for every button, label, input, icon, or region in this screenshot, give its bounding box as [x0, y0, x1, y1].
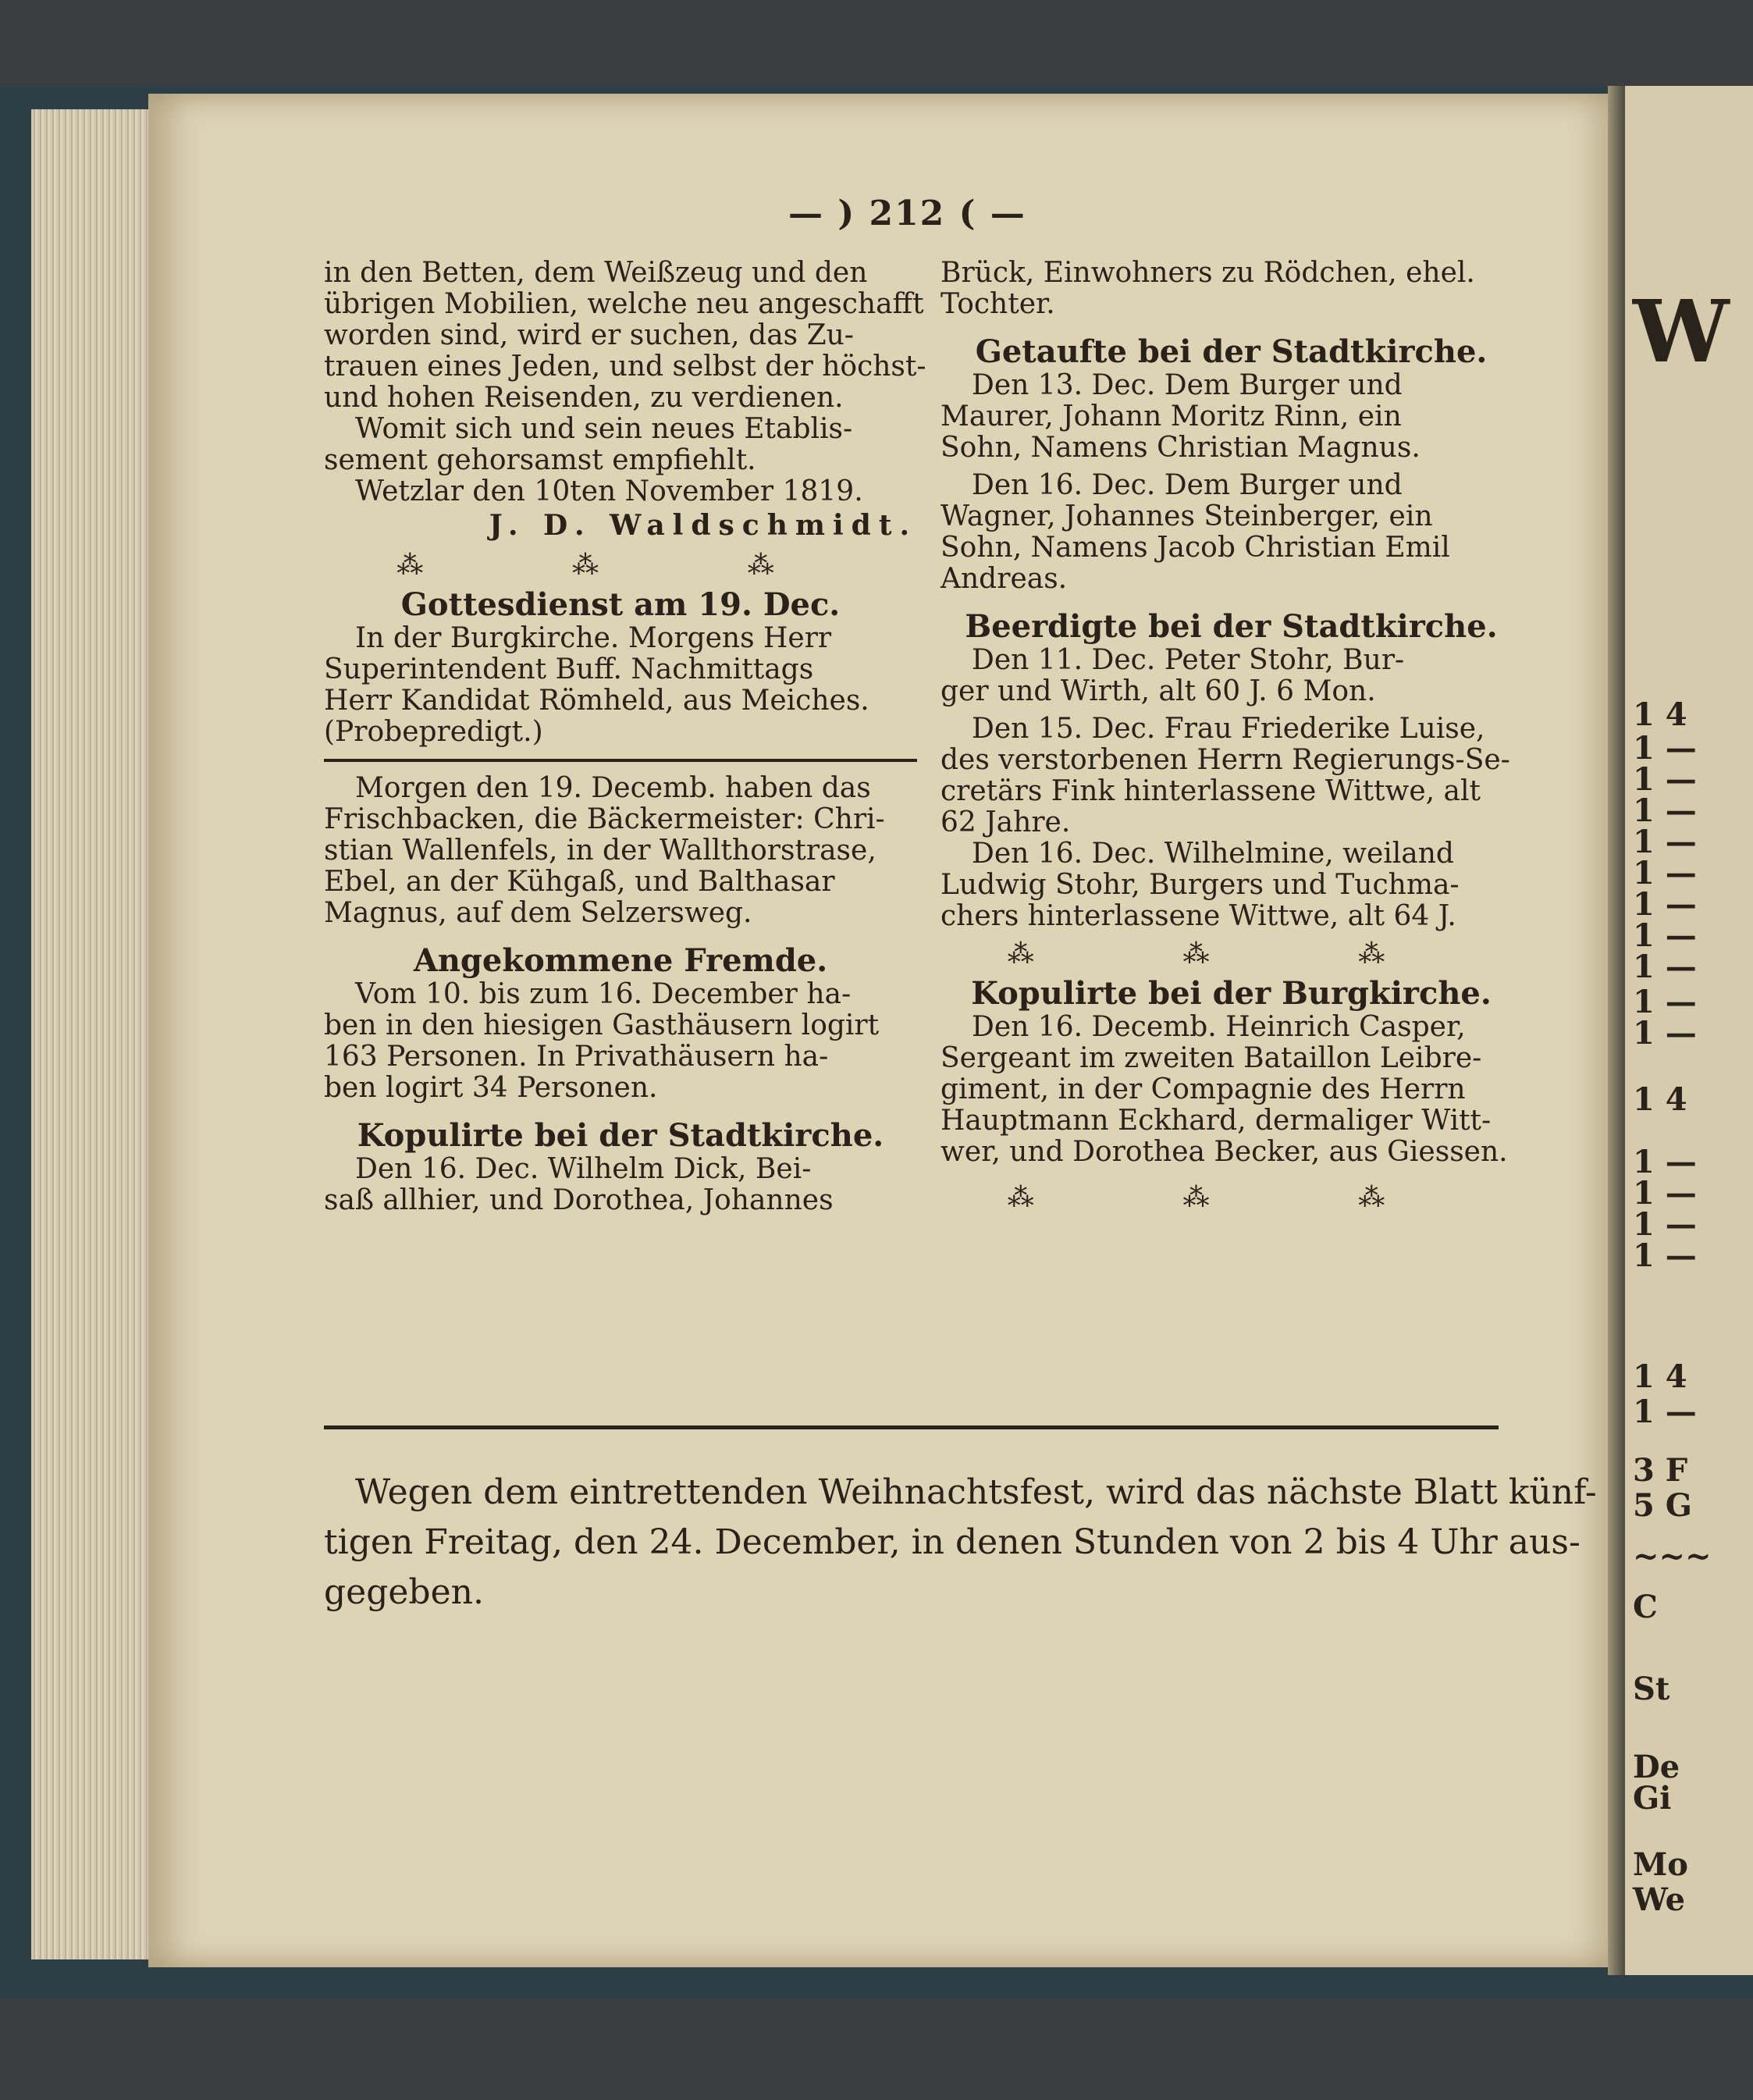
married-line: Den 16. Dec. Wilhelm Dick, Bei- — [355, 1153, 812, 1185]
page-stack-edge — [31, 109, 148, 1959]
bottom-rule — [324, 1426, 1499, 1429]
baptized-line: Sohn, Namens Jacob Christian Emil — [941, 532, 1450, 564]
buried-line: Den 15. Dec. Frau Friederike Luise, — [972, 713, 1485, 745]
baptized-line: Andreas. — [941, 563, 1068, 595]
service-line: In der Burgkirche. Morgens Herr — [355, 622, 832, 654]
bakers-line: stian Wallenfels, in der Wallthorstrase, — [324, 835, 876, 867]
holiday-notice — [324, 1468, 1597, 1618]
bakers-line: Ebel, an der Kühgaß, und Balthasar — [324, 866, 835, 898]
next-page-fragment: 1 — — [1633, 1237, 1697, 1274]
strangers-line: Vom 10. bis zum 16. December ha- — [355, 978, 852, 1010]
strangers-line: ben in den hiesigen Gasthäusern logirt — [324, 1009, 880, 1041]
announcement-line: worden sind, wird er suchen, das Zu- — [324, 319, 854, 351]
next-page-fragment: C — [1633, 1589, 1658, 1625]
ornament: ⁂ ⁂ ⁂ — [1007, 1182, 1456, 1213]
service-line: Superintendent Buff. Nachmittags — [324, 653, 814, 685]
castle-married-heading: Kopulirte bei der Burgkirche. — [971, 975, 1492, 1012]
announcement-date: Wetzlar den 10ten November 1819. — [355, 475, 863, 507]
announcement-line: trauen eines Jeden, und selbst der höchst- — [324, 351, 926, 383]
bakers-line: Frischbacken, die Bäckermeister: Chri- — [324, 803, 885, 835]
castle-married-line: Den 16. Decemb. Heinrich Casper, — [972, 1011, 1466, 1043]
continuation-line: Brück, Einwohners zu Rödchen, ehel. — [941, 257, 1475, 289]
next-page-fragment: Gi — [1633, 1780, 1672, 1817]
next-page-fragment: 1 — — [1633, 917, 1697, 954]
desk-surface — [0, 1999, 1753, 2100]
next-page-fragment: W — [1633, 281, 1730, 382]
buried-line: cretärs Fink hinterlassene Wittwe, alt — [941, 775, 1481, 807]
left-column — [324, 257, 926, 1216]
next-page-fragment: ~~~ — [1633, 1538, 1712, 1575]
buried-line: des verstorbenen Herrn Regierungs-Se- — [941, 744, 1510, 776]
married-line: saß allhier, und Dorothea, Johannes — [324, 1184, 834, 1216]
next-page-fragment: 1 — — [1633, 730, 1697, 767]
buried-heading: Beerdigte bei der Stadtkirche. — [965, 608, 1498, 645]
bakers-line: Morgen den 19. Decemb. haben das — [355, 772, 871, 804]
baptized-line: Maurer, Johann Moritz Rinn, ein — [941, 400, 1402, 432]
ornament: ⁂ ⁂ ⁂ — [396, 550, 844, 581]
next-page-fragment: 1 — — [1633, 855, 1697, 892]
next-page-fragment: 1 — — [1633, 1015, 1697, 1052]
baptized-line: Sohn, Namens Christian Magnus. — [941, 432, 1421, 464]
next-page-fragment: 1 — — [1633, 792, 1697, 829]
next-page-fragment: St — [1633, 1671, 1670, 1707]
buried-line: Den 11. Dec. Peter Stohr, Bur- — [972, 644, 1405, 676]
next-page-fragment: 1 4 — [1633, 1358, 1687, 1395]
baptized-line: Den 13. Dec. Dem Burger und — [972, 369, 1403, 401]
announcement-line: sement gehorsamst empfiehlt. — [324, 444, 756, 476]
service-line: Herr Kandidat Römheld, aus Meiches. — [324, 685, 869, 717]
page-number: — ) 212 ( — — [788, 194, 1026, 233]
announcement-line: übrigen Mobilien, welche neu angeschafft — [324, 288, 924, 320]
announcement-line: und hohen Reisenden, zu verdienen. — [324, 382, 844, 414]
next-page-fragment: 1 — — [1633, 1175, 1697, 1212]
next-page-fragment: 1 — — [1633, 761, 1697, 798]
section-rule — [324, 759, 917, 762]
continuation-line: Tochter. — [941, 288, 1055, 320]
notice-line: Wegen dem eintrettenden Weihnachtsfest, wird das nächste Blatt künf- — [355, 1472, 1597, 1512]
announcement-line: in den Betten, dem Weißzeug und den — [324, 257, 868, 289]
baptized-line: Den 16. Dec. Dem Burger und — [972, 469, 1403, 501]
next-page-fragment: Mo — [1633, 1846, 1688, 1883]
buried-line: ger und Wirth, alt 60 J. 6 Mon. — [941, 675, 1376, 707]
next-page-edge — [1625, 86, 1753, 1975]
buried-line: chers hinterlassene Wittwe, alt 64 J. — [941, 900, 1456, 932]
strangers-heading: Angekommene Fremde. — [413, 942, 828, 979]
service-heading: Gottesdienst am 19. Dec. — [400, 586, 841, 623]
buried-line: Ludwig Stohr, Burgers und Tuchma- — [941, 869, 1460, 901]
baptized-heading: Getaufte bei der Stadtkirche. — [975, 333, 1488, 370]
next-page-fragment: 1 — — [1633, 984, 1697, 1020]
service-line: (Probepredigt.) — [324, 716, 543, 748]
buried-line: 62 Jahre. — [941, 806, 1071, 838]
next-page-fragment: 5 G — [1633, 1487, 1692, 1524]
bakers-line: Magnus, auf dem Selzersweg. — [324, 897, 752, 929]
next-page-fragment: We — [1633, 1881, 1686, 1918]
next-page-fragment: De — [1633, 1749, 1680, 1785]
next-page-fragment: 1 4 — [1633, 696, 1687, 733]
notice-line: tigen Freitag, den 24. December, in denen Stunden von 2 bis 4 Uhr aus- — [324, 1522, 1581, 1562]
castle-married-line: wer, und Dorothea Becker, aus Giessen. — [941, 1136, 1508, 1168]
right-column — [941, 258, 1522, 1219]
strangers-line: ben logirt 34 Personen. — [324, 1072, 658, 1104]
next-page-fragment: 3 F — [1633, 1452, 1688, 1489]
next-page-fragment: 1 — — [1633, 886, 1697, 923]
next-page-fragment: 1 4 — [1633, 1081, 1687, 1118]
castle-married-line: Sergeant im zweiten Bataillon Leibre- — [941, 1042, 1482, 1074]
buried-line: Den 16. Dec. Wilhelmine, weiland — [972, 838, 1454, 870]
next-page-fragment: 1 — — [1633, 1144, 1697, 1180]
notice-line: gegeben. — [324, 1572, 484, 1612]
strangers-line: 163 Personen. In Privathäusern ha- — [324, 1041, 829, 1073]
next-page-fragment: 1 — — [1633, 824, 1697, 860]
book-gutter — [1608, 86, 1625, 1975]
ornament: ⁂ ⁂ ⁂ — [1007, 938, 1456, 970]
married-heading: Kopulirte bei der Stadtkirche. — [357, 1117, 884, 1154]
baptized-line: Wagner, Johannes Steinberger, ein — [941, 500, 1433, 532]
announcement-line: Womit sich und sein neues Etablis- — [355, 413, 853, 445]
next-page-fragment: 1 — — [1633, 949, 1697, 985]
next-page-fragment: 1 — — [1633, 1393, 1697, 1430]
next-page-fragment: 1 — — [1633, 1206, 1697, 1243]
castle-married-line: Hauptmann Eckhard, dermaliger Witt- — [941, 1105, 1492, 1137]
signature: J. D. Waldschmidt. — [489, 509, 917, 542]
castle-married-line: giment, in der Compagnie des Herrn — [941, 1073, 1466, 1105]
